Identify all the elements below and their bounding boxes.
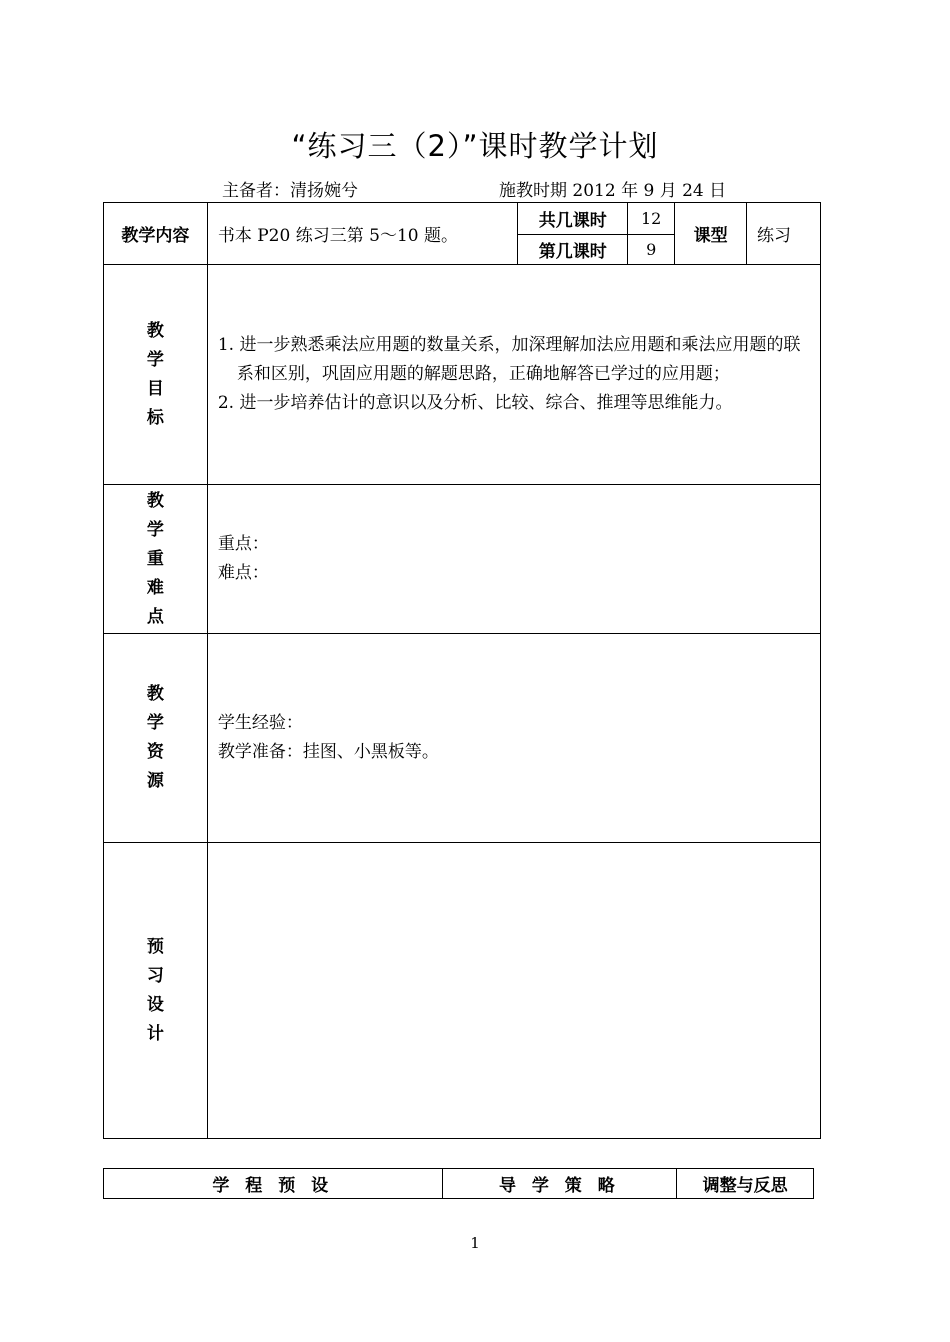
page-number: 1 — [470, 1234, 480, 1252]
teaching-prep-text: 教学准备：挂图、小黑板等。 — [217, 742, 439, 762]
goals-label: 教 学 目 标 — [104, 265, 208, 485]
goals-content — [207, 265, 820, 485]
resources-content — [207, 634, 820, 843]
preview-content — [207, 843, 820, 1139]
period-index-label: 第几课时 — [518, 235, 628, 265]
period-index-value: 9 — [628, 235, 675, 265]
total-periods-value: 12 — [628, 203, 675, 235]
key-points-label: 教 学 重 难 点 — [104, 485, 208, 634]
page-title: “练习三（2）”课时教学计划 — [291, 129, 659, 163]
process-preset-header: 学 程 预 设 — [104, 1169, 443, 1199]
preview-label: 预 习 设 计 — [104, 843, 208, 1139]
lesson-type-label: 课型 — [675, 203, 747, 265]
goal-item: 1. 进一步熟悉乘法应用题的数量关系，加深理解加法应用题和乘法应用题的联系和区别，巩固应用题的解题思路，正确地解答已学过的应用题； — [217, 335, 801, 384]
goal-item: 2. 进一步培养估计的意识以及分析、比较、综合、推理等思维能力。 — [217, 393, 733, 413]
preparer-text: 主备者：清扬婉兮 — [222, 181, 358, 201]
guidance-strategy-header: 导 学 策 略 — [442, 1169, 677, 1199]
resources-label: 教 学 资 源 — [104, 634, 208, 843]
lesson-type-value: 练习 — [747, 203, 821, 265]
key-points-content — [207, 485, 820, 634]
adjustment-reflection-header: 调整与反思 — [677, 1169, 814, 1199]
process-header-table — [103, 1168, 814, 1199]
date-text: 施教时期 2012 年 9 月 24 日 — [499, 181, 727, 201]
content-value: 书本 P20 练习三第 5～10 题。 — [207, 203, 518, 265]
student-experience-text: 学生经验： — [217, 713, 303, 733]
total-periods-label: 共几课时 — [518, 203, 628, 235]
difficulty-text: 难点： — [217, 563, 269, 583]
content-label: 教学内容 — [104, 203, 208, 265]
key-point-text: 重点： — [217, 534, 269, 554]
lesson-plan-table — [103, 202, 821, 1139]
